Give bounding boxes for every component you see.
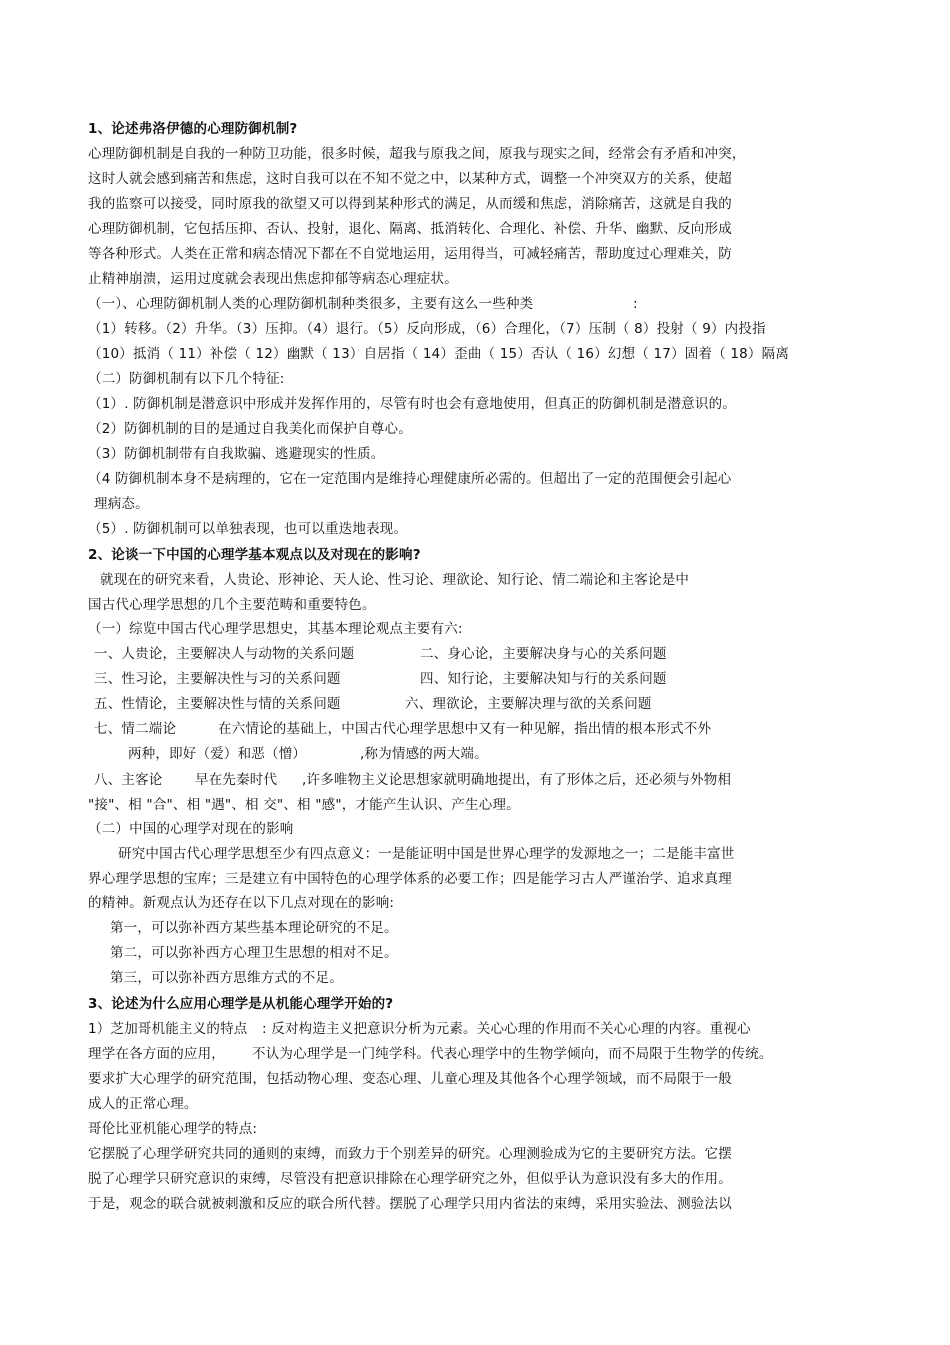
paragraph-line: 等各种形式。人类在正常和病态情况下都在不自觉地运用，运用得当，可减轻痛苦，帮助度过心理难关，防	[88, 246, 732, 262]
paragraph-line: 成人的正常心理。	[88, 1096, 198, 1112]
paragraph-line: 它摆脱了心理学研究共同的通则的束缚，而致力于个别差异的研究。心理测验成为它的主要研究方法。它摆	[88, 1146, 732, 1162]
section-heading: （一）综览中国古代心理学思想史，其基本理论观点主要有六:	[88, 621, 463, 637]
impact-item: 第一，可以弥补西方某些基本理论研究的不足。	[110, 920, 398, 936]
theory-item: 八、主客论	[94, 772, 163, 788]
question-1-title: 1、论述弗洛伊德的心理防御机制?	[88, 121, 298, 137]
paragraph-line: 的精神。新观点认为还存在以下几点对现在的影响:	[88, 895, 395, 911]
feature-item: （3）防御机制带有自我欺骗、逃避现实的性质。	[88, 446, 385, 462]
theory-item-text: 两种，即好（爱）和恶（憎）	[128, 746, 307, 762]
theory-item-text: "接"、相 "合"、相 "遇"、相 交"、相 "感"，才能产生认识、产生心理。	[88, 797, 520, 813]
theory-item-text: 在六情论的基础上，中国古代心理学思想中又有一种见解，指出情的根本形式不外	[218, 721, 712, 737]
feature-item: （2）防御机制的目的是通过自我美化而保护自尊心。	[88, 421, 412, 437]
types-line: （10）抵消（ 11）补偿（ 12）幽默（ 13）自居指（ 14）歪曲（ 15）否认（ 16）幻想（ 17）固着（ 18）隔离	[88, 346, 790, 362]
feature-item: （5）. 防御机制可以单独表现，也可以重迭地表现。	[88, 521, 408, 537]
paragraph-line: : 反对构造主义把意识分析为元素。关心心理的作用而不关心心理的内容。重视心	[262, 1021, 751, 1037]
section-colon: :	[633, 296, 638, 312]
paragraph-line: 1）芝加哥机能主义的特点	[88, 1021, 248, 1037]
section-heading: （二）防御机制有以下几个特征:	[88, 371, 285, 387]
paragraph-line: 心理防御机制是自我的一种防卫功能，很多时候，超我与原我之间，原我与现实之间，经常会有矛盾和冲突，	[88, 146, 746, 162]
paragraph-line: 于是，观念的联合就被刺激和反应的联合所代替。摆脱了心理学只用内省法的束缚，采用实验法、测验法以	[88, 1196, 732, 1212]
feature-item: （1）. 防御机制是潜意识中形成并发挥作用的，尽管有时也会有意地使用，但真正的防御机制是潜意识的。	[88, 396, 736, 412]
theory-item: 三、性习论，主要解决性与习的关系问题	[94, 671, 341, 687]
theory-item: 七、情二端论	[94, 721, 177, 737]
feature-item: （4 防御机制本身不是病理的，它在一定范围内是维持心理健康所必需的。但超出了一定的范围便会引起心	[88, 471, 732, 487]
paragraph-line: 要求扩大心理学的研究范围，包括动物心理、变态心理、儿童心理及其他各个心理学领域，而不局限于一般	[88, 1071, 732, 1087]
paragraph-line: 理学在各方面的应用，	[88, 1046, 225, 1062]
paragraph-line: 心理防御机制，它包括压抑、否认、投射，退化、隔离、抵消转化、合理化、补偿、升华、幽默、反向形成	[88, 221, 732, 237]
paragraph-line: 脱了心理学只研究意识的束缚，尽管没有把意识排除在心理学研究之外，但似乎认为意识没有多大的作用。	[88, 1171, 732, 1187]
theory-item-text: ,称为情感的两大端。	[360, 746, 488, 762]
question-3-title: 3、论述为什么应用心理学是从机能心理学开始的?	[88, 996, 394, 1012]
impact-item: 第二，可以弥补西方心理卫生思想的相对不足。	[110, 945, 398, 961]
impact-item: 第三，可以弥补西方思维方式的不足。	[110, 970, 343, 986]
question-2-title: 2、论谈一下中国的心理学基本观点以及对现在的影响?	[88, 547, 421, 563]
section-heading: （一）、心理防御机制人类的心理防御机制种类很多，主要有这么一些种类	[88, 296, 534, 312]
paragraph-line: 国古代心理学思想的几个主要范畴和重要特色。	[88, 597, 376, 613]
theory-item-text: 早在先秦时代	[195, 772, 278, 788]
paragraph-line: 这时人就会感到痛苦和焦虑，这时自我可以在不知不觉之中，以某种方式，调整一个冲突双方的关系，使超	[88, 171, 732, 187]
paragraph-line: 我的监察可以接受，同时原我的欲望又可以得到某种形式的满足，从而缓和焦虑，消除痛苦，这就是自我的	[88, 196, 732, 212]
theory-item: 五、性情论，主要解决性与情的关系问题	[94, 696, 341, 712]
theory-item: 一、人贵论，主要解决人与动物的关系问题	[94, 646, 355, 662]
feature-item-continued: 理病态。	[94, 496, 149, 512]
section-heading: （二）中国的心理学对现在的影响	[88, 821, 294, 837]
paragraph-line: 研究中国古代心理学思想至少有四点意义：一是能证明中国是世界心理学的发源地之一；二是能丰富世	[118, 846, 735, 862]
theory-item: 六、理欲论，主要解决理与欲的关系问题	[405, 696, 652, 712]
paragraph-line: 界心理学思想的宝库；三是建立有中国特色的心理学体系的必要工作；四是能学习古人严谨治学、追求真理	[88, 871, 732, 887]
paragraph-line: 就现在的研究来看，人贵论、形神论、天人论、性习论、理欲论、知行论、情二端论和主客论是中	[100, 572, 690, 588]
theory-item-text: ,许多唯物主义论思想家就明确地提出，有了形体之后，还必须与外物相	[302, 772, 732, 788]
paragraph-line: 止精神崩溃，运用过度就会表现出焦虑抑郁等病态心理症状。	[88, 271, 458, 287]
theory-item: 四、知行论，主要解决知与行的关系问题	[420, 671, 667, 687]
paragraph-line: 不认为心理学是一门纯学科。代表心理学中的生物学倾向，而不局限于生物学的传统。	[252, 1046, 773, 1062]
theory-item: 二、身心论，主要解决身与心的关系问题	[420, 646, 667, 662]
section-heading: 哥伦比亚机能心理学的特点:	[88, 1121, 258, 1137]
types-line: （1）转移。（2）升华。（3）压抑。（4）退行。（5）反向形成，（6）合理化，（7）压制（ 8）投射（ 9）内投指	[88, 321, 766, 337]
